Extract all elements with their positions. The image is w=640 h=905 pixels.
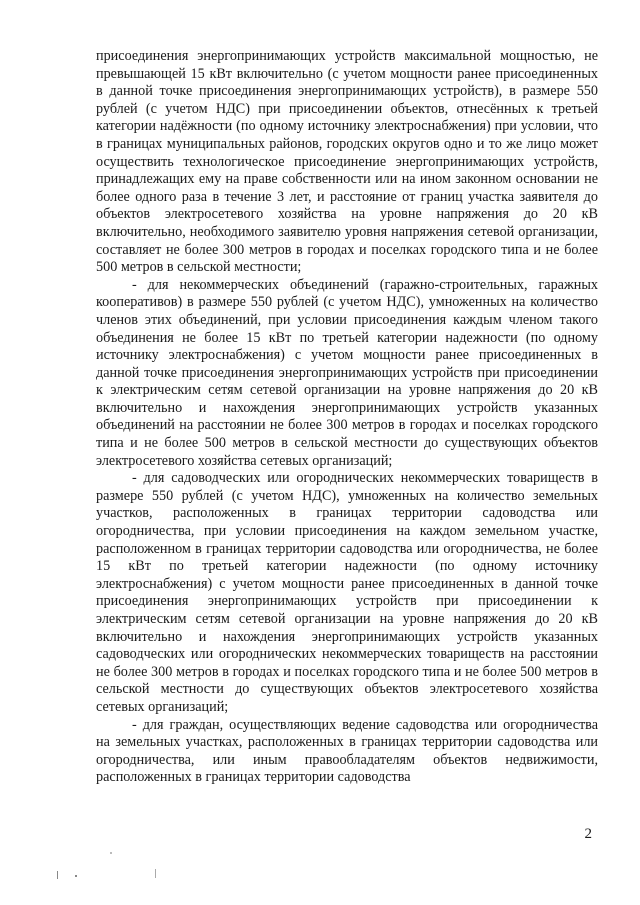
paragraph-garden-partnerships: - для садоводческих или огороднических некоммерческих товариществ в размере 550 рублей (с учетом НДС), умноженных на количество земельных участков, расположенных в границах территории садоводства или огородничества, при условии присоединения на каждом земельном участке, расположенном в границах территории садоводства или огородничества, не более 15 кВт по третьей категории надежности (по одному источнику электроснабжения) с учетом мощности ранее присоединенных в данной точке присоединения энергопринимающих устройств при присоединении к электрическим сетям сетевой организации на уровне напряжения до 20 кВ включительно и нахождения энергопринимающих устройств указанных садоводческих или огороднических некоммерческих товариществ на расстоянии не более 300 метров в городах и поселках городского типа и не более 500 метров в сельской местности до существующих объектов электросетевого хозяйства сетевых организаций; bbox=[96, 470, 598, 715]
scan-artifact bbox=[110, 852, 112, 854]
scan-artifact bbox=[57, 871, 58, 879]
paragraph-continuation: присоединения энергопринимающих устройств максимальной мощностью, не превышающей 15 кВт включительно (с учетом мощности ранее присоединенных в данной точке присоединения энергопринимающих устройств), в размере 550 рублей (с учетом НДС) при присоединении объектов, отнесённых к третьей категории надёжности (по одному источнику электроснабжения) при условии, что в границах муниципальных районов, городских округов одно и то же лицо может осуществить технологическое присоединение энергопринимающих устройств, принадлежащих ему на праве собственности или на ином законном основании не более одного раза в течение 3 лет, и расстояние от границ участка заявителя до объектов электросетевого хозяйства на уровне напряжения до 20 кВ включительно, необходимого заявителю уровня напряжения сетевой организации, составляет не более 300 метров в городах и поселках городского типа и не более 500 метров в сельской местности; bbox=[96, 48, 598, 276]
scan-artifact bbox=[155, 869, 156, 878]
paragraph-noncommercial-associations: - для некоммерческих объединений (гаражно-строительных, гаражных кооперативов) в размере 550 рублей (с учетом НДС), умноженных на количество членов этих объединений, при условии присоединения каждым членом такого объединения не более 15 кВт по третьей категории надежности (по одному источнику электроснабжения) с учетом мощности ранее присоединенных в данной точке присоединения энергопринимающих устройств при присоединении к электрическим сетям сетевой организации на уровне напряжения до 20 кВ включительно и нахождения энергопринимающих устройств указанных объединений на расстоянии не более 300 метров в городах и поселках городского типа и не более 500 метров в сельской местности до существующих объектов электросетевого хозяйства сетевых организаций; bbox=[96, 276, 598, 469]
scan-artifact bbox=[75, 875, 77, 877]
paragraph-citizens: - для граждан, осуществляющих ведение садоводства или огородничества на земельных участках, расположенных в границах территории садоводства или огородничества, или иным правообладателям объектов недвижимости, расположенных в границах территории садоводства bbox=[96, 716, 598, 786]
document-body bbox=[96, 48, 598, 787]
page-number: 2 bbox=[584, 826, 592, 842]
